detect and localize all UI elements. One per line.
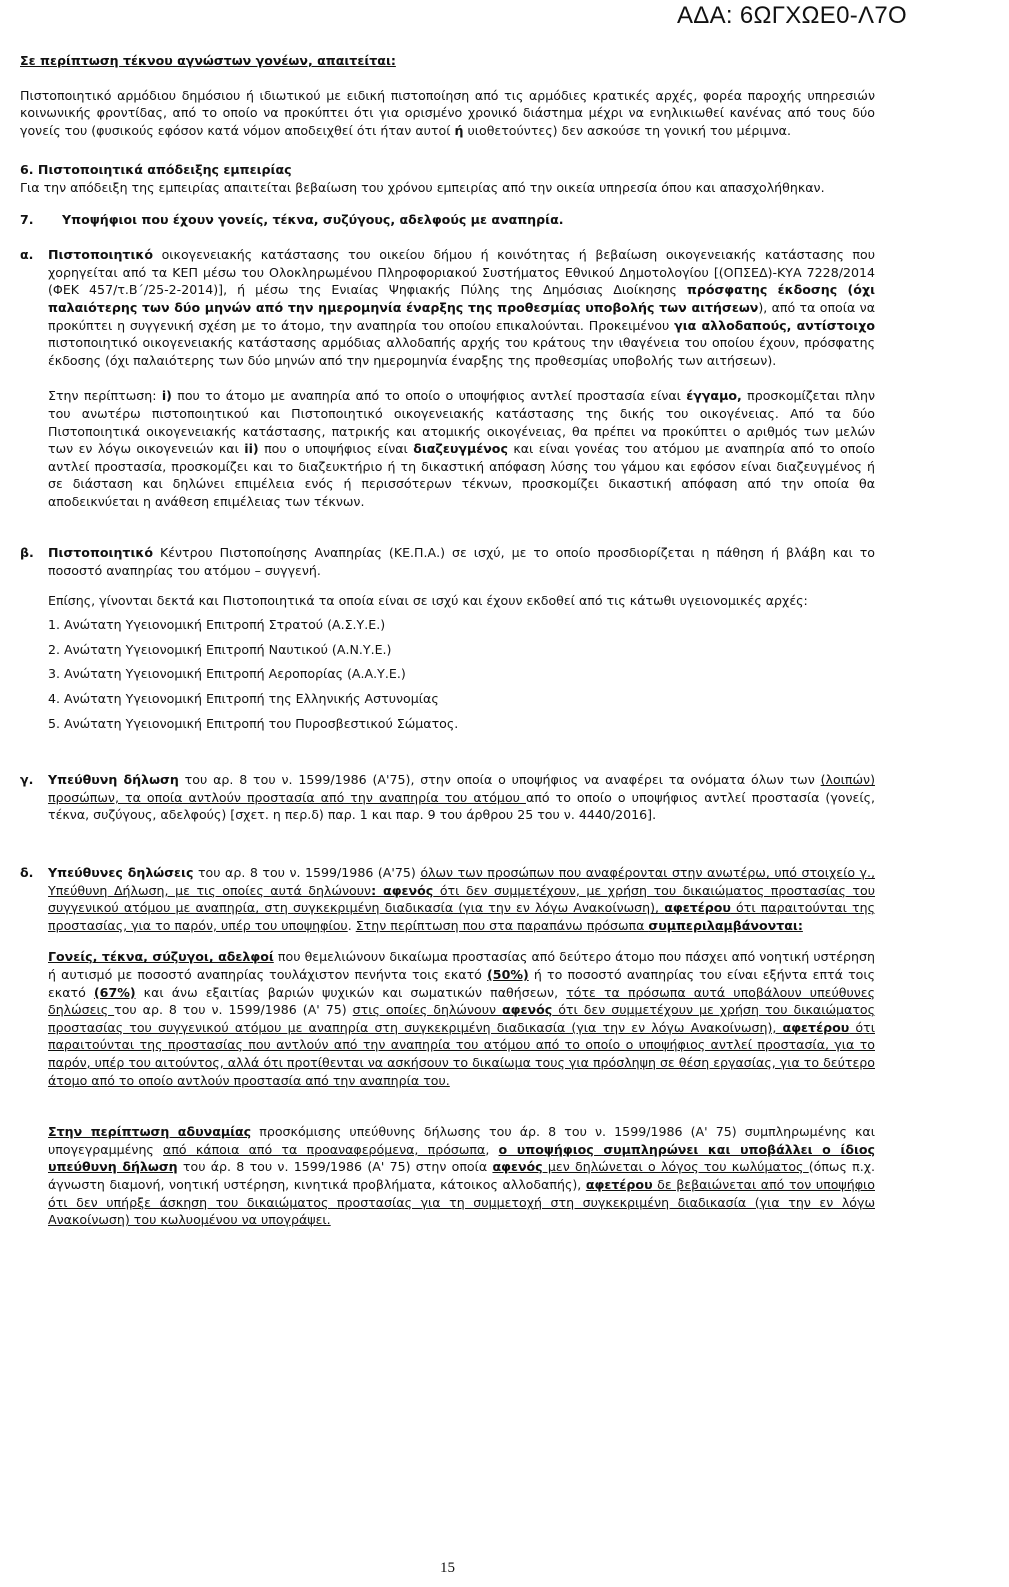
paragraph	[48, 1123, 875, 1229]
text-bold-underlined: αφενός	[492, 1159, 543, 1175]
text-underlined: όλων των προσώπων που αναφέρονται στην ανωτέρω, υπό στοιχείο γ., Υπεύθυνη Δήλωση, με τις οποίες αυτά δηλώνουν	[48, 865, 876, 898]
text-bold-underlined: αφετέρου	[585, 1176, 653, 1192]
text: του αρ. 8 του ν. 1599/1986 (Α' 75)	[114, 1002, 353, 1018]
text-bold: ii)	[244, 441, 259, 457]
section-6	[20, 161, 875, 196]
section-number: 7.	[20, 211, 34, 227]
text: οικογενειακής κατάστασης του οικείου δήμου ή κοινότητας ή βεβαίωση οικογενειακής κατάστασης που χορηγείται από τα ΚΕΠ μέσω του Ολοκληρωμένου Πληροφοριακού Συστήματος Εθνικού Δημοτολογίου [(ΟΠΣΕΔ)-ΚΥΑ 7228/2014 (ΦΕΚ 457/τ.Β΄/25-2-2014)], ή μέσω της Ενιαίας Ψηφιακής Πύλης της Δημόσιας Διοίκησης	[48, 247, 875, 298]
text-underlined: ότι παραιτούνται της προστασίας, για το παρόν, υπέρ του υποψηφίου	[48, 900, 875, 933]
text-bold: Υπεύθυνη δήλωση	[48, 772, 179, 788]
item-body	[48, 246, 875, 510]
paragraph	[48, 771, 875, 824]
text-bold: για αλλοδαπούς, αντίστοιχο	[674, 317, 875, 333]
text: και είναι γονέας του ατόμου με αναπηρία από το οποίο αντλεί προστασία, προσκομίζει και το διαζευκτήριο ή τη δικαστική απόφαση λύσης του γάμου και εφόσον είναι διαζευγμένος ή σε διάσταση και δηλώνει επιμέλεια ενός ή περισσότερων τέκνων, προσκομίζει δικαστική απόφαση από την οποία θα αποδεικνύεται η ανάθεση επιμέλειας των τέκνων.	[48, 441, 875, 509]
section-7	[20, 211, 875, 229]
item-b	[20, 544, 875, 739]
health-authorities-list	[48, 616, 875, 732]
item-body	[48, 864, 875, 1229]
paragraph	[48, 544, 875, 579]
item-label: γ.	[20, 772, 34, 788]
text-bold: πρόσφατης έκδοσης (όχι παλαιότερης των δύο μηνών από την ημερομηνία έναρξης της προθεσμίας υποβολής των αιτήσεων	[48, 282, 875, 315]
text-bold-underlined: : αφενός	[371, 882, 434, 898]
text: πιστοποιητικό οικογενειακής κατάστασης αρμόδιας αλλοδαπής αρχής του κράτους την ιθαγένεια του οποίου έχουν, πρόσφατης έκδοσης (όχι παλαιότερης των δύο μηνών από την ημερομηνία έναρξης της προθεσμίας υποβολής των αιτήσεων).	[48, 335, 875, 368]
text: που ο υποψήφιος είναι	[258, 441, 414, 457]
text-bold-underlined: συμπεριλαμβάνονται:	[648, 917, 803, 933]
paragraph	[20, 87, 875, 140]
text-bold: ή	[454, 122, 464, 138]
text-underlined: ότι δεν συμμετέχουν με χρήση του δικαιώματος προστασίας του συγγενικού ατόμου με αναπηρία στη συγκεκριμένη διαδικασία (για την εν λόγω Ανακοίνωση),	[48, 1002, 876, 1035]
section-title: Σε περίπτωση τέκνου αγνώστων γονέων, απαιτείται:	[20, 53, 396, 68]
text-bold: Υπεύθυνες δηλώσεις	[48, 865, 194, 880]
text: του άρ. 8 του ν. 1599/1986 (Α' 75) στην οποία	[177, 1159, 493, 1175]
text: ), από τα οποία να προκύπτει η συγγενική σχέση με το άτομο, την αναπηρία του οποίου επικαλούνται. Προκειμένου	[48, 299, 876, 333]
text-underlined: ότι παραιτούνται της προστασίας που αντλούν από την αναπηρία του ατόμου από το οποίο ο υποψήφιος αντλεί προστασία, για το παρόν, υπέρ του αιτούντος, αλλά ότι προτίθενται να ασκήσουν το δικαίωμα τους για πρόσληψη σε θέση εργασίας, για το δεύτερο άτομο από το οποίο αντλούν προστασία από την αναπηρία του.	[48, 1019, 875, 1088]
paragraph	[48, 246, 875, 369]
text: του αρ. 8 του ν. 1599/1986 (Α'75), στην οποία ο υποψήφιος να αναφέρει τα ονόματα όλων των	[178, 772, 821, 788]
text-bold-underlined: Γονείς, τέκνα, σύζυγοι, αδελφοί	[48, 949, 274, 965]
text-bold-underlined: (67%)	[93, 984, 136, 1000]
text: Στην περίπτωση:	[48, 388, 162, 404]
text-bold-underlined: ο υποψήφιος συμπληρώνει και υποβάλλει ο ίδιος υπεύθυνη δήλωση	[48, 1141, 875, 1175]
section-title: 6. Πιστοποιητικά απόδειξης εμπειρίας	[20, 162, 292, 178]
text: του αρ. 8 του ν. 1599/1986 (Α'75)	[193, 865, 421, 880]
paragraph	[48, 864, 875, 934]
text-bold: διαζευγμένος	[413, 441, 508, 457]
text: που θεμελιώνουν δικαίωμα προστασίας από δεύτερο άτομο που πάσχει από νοητική υστέρηση ή αυτισμό με ποσοστό αναπηρίας τουλάχιστον πενήντα τοις εκατό	[48, 949, 875, 982]
text-underlined: (λοιπών) προσώπων, τα οποία αντλούν προστασία από την αναπηρία του ατόμου	[48, 772, 875, 805]
paragraph	[48, 387, 875, 510]
text: που το άτομο με αναπηρία από το οποίο ο υποψήφιος αντλεί προστασία είναι	[171, 388, 687, 404]
text: προσκομίζεται πλην του ανωτέρω πιστοποιητικού και Πιστοποιητικό οικογενειακής κατάστασης της δικής του οικογένειας. Από τα δύο Πιστοποιητικά οικογενειακής κατάστασης, πατρικής και ατομικής οικογένειας, θα πρέπει να προκύπτει ο αριθμός των μελών των εν λόγω οικογενειών και	[48, 388, 875, 457]
text: (όπως π.χ. άγνωστη διαμονή, νοητική υστέρηση, κινητικά προβλήματα, κάτοικος αλλοδαπής),	[48, 1159, 875, 1192]
list-item: 2. Ανώτατη Υγειονομική Επιτροπή Ναυτικού (Α.Ν.Υ.Ε.)	[48, 641, 392, 657]
text-underlined: από κάποια από τα προαναφερόμενα, πρόσωπα	[163, 1141, 486, 1157]
item-d	[20, 864, 875, 1229]
text-underlined: μεν δηλώνεται ο λόγος του κωλύματος	[542, 1159, 809, 1175]
section-title: Υποψήφιοι που έχουν γονείς, τέκνα, συζύγους, αδελφούς με αναπηρία.	[62, 211, 564, 227]
text-underlined: Στην περίπτωση που στα παραπάνω πρόσωπα	[355, 917, 649, 933]
paragraph: Επίσης, γίνονται δεκτά και Πιστοποιητικά τα οποία είναι σε ισχύ και έχουν εκδοθεί από τις κάτωθι υγειονομικές αρχές:	[48, 592, 808, 608]
text-underlined: τότε τα πρόσωπα αυτά υποβάλουν υπεύθυνες δηλώσεις	[48, 984, 875, 1018]
paragraph: Για την απόδειξη της εμπειρίας απαιτείται βεβαίωση του χρόνου εμπειρίας από την οικεία υπηρεσία όπου και απασχολήθηκαν.	[20, 179, 825, 195]
text: Κέντρου Πιστοποίησης Αναπηρίας (ΚΕ.Π.Α.) σε ισχύ, με το οποίο προσδιορίζεται η πάθηση ή βλάβη και το ποσοστό αναπηρίας του ατόμου – συγγενή.	[48, 545, 875, 579]
document-body	[20, 52, 875, 1229]
section-unknown-parents	[20, 52, 875, 139]
item-body	[48, 771, 875, 824]
list-item: 1. Ανώτατη Υγειονομική Επιτροπή Στρατού (Α.Σ.Υ.Ε.)	[48, 617, 386, 633]
text-bold: i)	[161, 388, 172, 404]
page-number: 15	[440, 1560, 455, 1576]
text: προσκόμισης υπεύθυνης δήλωσης του άρ. 8 του ν. 1599/1986 (Α' 75) συμπληρωμένης και υπογεγραμμένης	[48, 1124, 875, 1157]
text: και άνω εξαιτίας βαριών ψυχικών και σωματικών παθήσεων,	[135, 984, 567, 1000]
text-underlined: ότι δεν συμμετέχουν, με χρήση του δικαιώματος προστασίας του συγγενικού ατόμου με αναπηρία, στη συγκεκριμένη διαδικασία (για την εν λόγω Ανακοίνωση),	[48, 882, 875, 916]
text: Πιστοποιητικό αρμόδιου δημόσιου ή ιδιωτικού με ειδική πιστοποίηση από τις αρμόδιες κρατικές αρχές, φορέα παροχής υπηρεσιών κοινωνικής φροντίδας, από το οποίο να προκύπτει ότι για ορισμένο χρονικό διάστημα μέχρι να ενηλικιωθεί κανένας από τους δύο γονείς του (φυσικούς εφόσον κατά νόμον αποδειχθεί ότι ήταν αυτοί	[20, 87, 875, 138]
text-underlined: στις οποίες δηλώνουν	[352, 1002, 502, 1018]
section-heading	[20, 211, 875, 229]
paragraph	[48, 948, 875, 1089]
item-c	[20, 771, 875, 824]
text-underlined: δε βεβαιώνεται από τον υποψήφιο ότι δεν υπήρξε άσκηση του δικαιώματος προστασίας για τη συμμετοχή στη συγκεκριμένη διαδικασία (για την εν λόγω Ανακοίνωση) του κωλυομένου να υπογράψει.	[48, 1176, 875, 1228]
item-label: δ.	[20, 865, 34, 880]
text-bold: Πιστοποιητικό	[48, 545, 153, 561]
list-item: 3. Ανώτατη Υγειονομική Επιτροπή Αεροπορίας (Α.Α.Υ.Ε.)	[48, 666, 406, 682]
item-label: β.	[20, 545, 34, 561]
text: ή το ποσοστό αναπηρίας του είναι εξήντα επτά τοις εκατό	[48, 966, 876, 1000]
text: από το οποίο ο υποψήφιος αντλεί προστασία (γονείς, τέκνα, συζύγους, αδελφούς) [σχετ. η περ.δ) παρ. 1 και παρ. 9 του άρθρου 25 του ν. 4440/2016].	[48, 789, 876, 823]
text-bold-underlined: (50%)	[487, 966, 529, 982]
text-bold: έγγαμο,	[686, 388, 742, 404]
text: .	[347, 917, 356, 933]
text: ,	[485, 1141, 499, 1157]
item-a	[20, 246, 875, 510]
item-body	[48, 544, 875, 739]
text-bold: Πιστοποιητικό	[48, 247, 153, 263]
ada-code: ΑΔΑ: 6ΩΓΧΩΕ0-Λ7Ο	[676, 2, 907, 29]
text-bold-underlined: αφετέρου	[782, 1019, 850, 1035]
text-bold-underlined: αφετέρου	[664, 900, 731, 916]
item-label: α.	[20, 247, 34, 263]
text-bold-underlined: αφενός	[502, 1002, 553, 1018]
text-bold-underlined: Στην περίπτωση αδυναμίας	[48, 1124, 252, 1140]
list-item: 4. Ανώτατη Υγειονομική Επιτροπή της Ελληνικής Αστυνομίας	[48, 691, 439, 707]
text: υιοθετούντες) δεν ασκούσε τη γονική του μέριμνα.	[463, 122, 791, 138]
list-item: 5. Ανώτατη Υγειονομική Επιτροπή του Πυροσβεστικού Σώματος.	[48, 715, 459, 731]
